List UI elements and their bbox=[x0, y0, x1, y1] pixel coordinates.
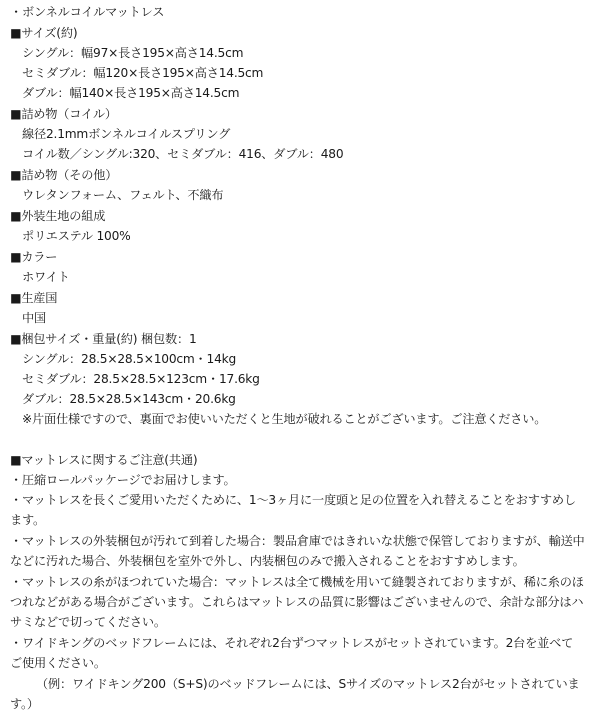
caution-loose-thread-line-2: つれなどがある場合がございます。これらはマットレスの品質に影響はございませんので、余計な部分はハ bbox=[10, 595, 584, 609]
size-double-line: ダブル：幅140×長さ195×高さ14.5cm bbox=[22, 86, 240, 100]
caution-wide-king-line-2: ご使用ください。 bbox=[10, 656, 106, 670]
section-heading-color: ■カラー bbox=[10, 250, 58, 264]
section-heading-filling-other: ■詰め物（その他） bbox=[10, 168, 118, 182]
fabric-composition-line: ポリエステル 100% bbox=[22, 229, 131, 243]
package-single-line: シングル：28.5×28.5×100cm・14kg bbox=[22, 352, 237, 366]
package-double-line: ダブル：28.5×28.5×143cm・20.6kg bbox=[22, 392, 236, 406]
caution-example-line-1: （例：ワイドキング200（S+S)のベッドフレームには、Sサイズのマットレス2台がセットされていま bbox=[36, 677, 580, 691]
package-semidouble-line: セミダブル：28.5×28.5×123cm・17.6kg bbox=[22, 372, 260, 386]
size-single-line: シングル：幅97×長さ195×高さ14.5cm bbox=[22, 46, 244, 60]
section-heading-size: ■サイズ(約) bbox=[10, 26, 78, 40]
caution-loose-thread-line-1: ・マットレスの糸がほつれていた場合：マットレスは全て機械を用いて縫製されておりますが、稀に糸のほ bbox=[10, 575, 584, 589]
coil-wire-line: 線径2.1mmボンネルコイルスプリング bbox=[22, 127, 231, 141]
caution-rotate-line-2: ます。 bbox=[10, 513, 45, 527]
caution-dirty-package-line-2: などに汚れた場合、外装梱包を室外で外し、内装梱包のみで搬入されることをおすすめします。 bbox=[10, 554, 525, 568]
caution-wide-king-line-1: ・ワイドキングのベッドフレームには、それぞれ2台ずつマットレスがセットされています。2台を並べて bbox=[10, 636, 574, 650]
product-type-line: ・ボンネルコイルマットレス bbox=[10, 5, 165, 19]
caution-rotate-line-1: ・マットレスを長くご愛用いただくために、1～3ヶ月に一度頭と足の位置を入れ替えることをおすすめし bbox=[10, 493, 576, 507]
caution-loose-thread-line-3: サミなどで切ってください。 bbox=[10, 615, 166, 629]
size-semidouble-line: セミダブル：幅120×長さ195×高さ14.5cm bbox=[22, 66, 264, 80]
section-heading-origin: ■生産国 bbox=[10, 291, 58, 305]
section-heading-filling-coil: ■詰め物（コイル） bbox=[10, 107, 117, 121]
filling-other-line: ウレタンフォーム、フェルト、不織布 bbox=[22, 188, 224, 202]
one-sided-notice-line: ※片面仕様ですので、裏面でお使いいただくと生地が破れることがございます。ご注意ください。 bbox=[22, 412, 547, 426]
section-heading-fabric: ■外装生地の組成 bbox=[10, 209, 106, 223]
color-value-line: ホワイト bbox=[22, 270, 70, 284]
caution-dirty-package-line-1: ・マットレスの外装梱包が汚れて到着した場合：製品倉庫ではきれいな状態で保管しておりますが、輸送中 bbox=[10, 534, 585, 548]
section-heading-mattress-caution: ■マットレスに関するご注意(共通) bbox=[10, 453, 198, 467]
coil-count-line: コイル数／シングル:320、セミダブル：416、ダブル：480 bbox=[22, 147, 344, 161]
origin-value-line: 中国 bbox=[22, 311, 46, 325]
caution-compressed-line: ・圧縮ロールパッケージでお届けします。 bbox=[10, 473, 236, 487]
section-heading-package: ■梱包サイズ・重量(約) 梱包数：1 bbox=[10, 332, 197, 346]
caution-example-line-2: す。） bbox=[10, 697, 39, 711]
